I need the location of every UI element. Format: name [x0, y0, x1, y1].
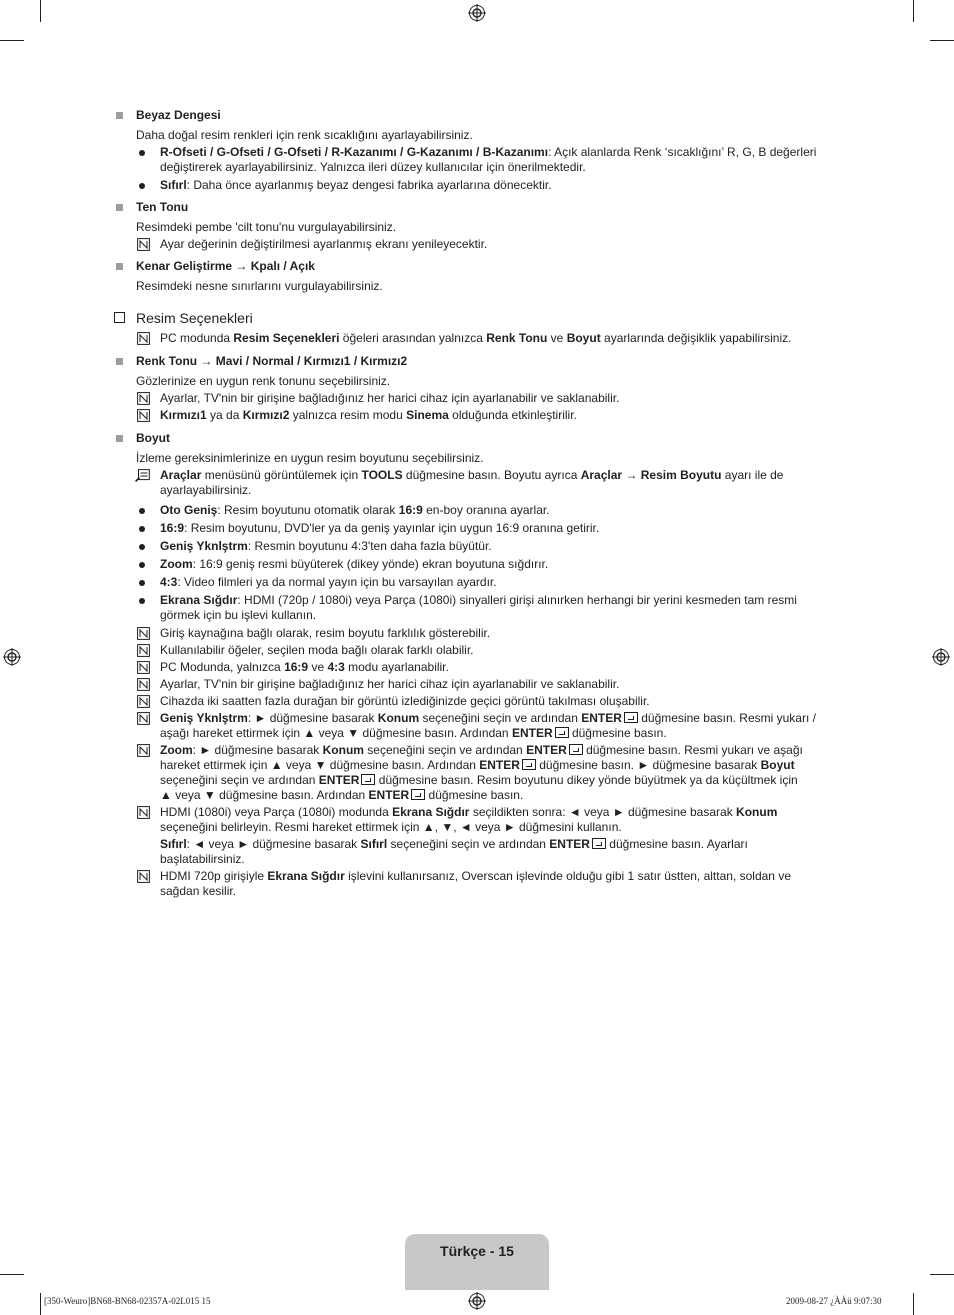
enter-icon — [522, 759, 536, 770]
desc: Resimdeki nesne sınırlarını vurgulayabilirsiniz. — [136, 279, 383, 293]
note-icon — [137, 695, 150, 708]
page-number-tab — [405, 1234, 549, 1290]
section-title-resim-secenekleri: Resim Seçenekleri — [113, 310, 833, 327]
tools-note: Araçlar menüsünü görüntülemek için TOOLS düğmesine basın. Boyutu ayrıca Araçlar → Resim Boyutu ayarı ile de ayarlayabilirsiniz. — [113, 468, 833, 498]
footer-right: 2009-08-27 ¿ÀÀü 9:07:30 — [786, 1296, 882, 1306]
bullet-icon — [139, 183, 145, 189]
bullet-icon — [139, 598, 145, 604]
note: Cihazda iki saatten fazla durağan bir görüntü izlediğinizde geçici görüntü takılması oluşabilir. — [113, 694, 833, 709]
list-item: Oto Geniş: Resim boyutunu otomatik olarak 16:9 en-boy oranına ayarlar. — [113, 503, 833, 518]
note: Ayarlar, TV'nin bir girişine bağladığınız her harici cihaz için ayarlanabilir ve saklanabilir. — [113, 391, 833, 406]
crop-mark — [0, 40, 24, 41]
note: Zoom: ► düğmesine basarak Konum seçeneğini seçin ve ardından ENTER düğmesine basın. Resmi yukarı ve aşağı hareket ettirmek için ▲ veya ▼ düğmesine basın. Ardından ENTER düğmesine basın. ► düğmesine basarak Boyut seçeneğini seçin ve ardından ENTER düğmesine basın. Resim boyutunu dikey yönde büyütmek ya da küçültmek için ▲ veya ▼ düğmesine basın. Ardından ENTER düğmesine basın. — [113, 743, 833, 803]
list-item: Ekrana Sığdır: HDMI (720p / 1080i) veya Parça (1080i) sinyalleri girişi alınırken herhangi bir yerini kesmeden tam resmi görmek için bu işlevi kullanın. — [113, 593, 833, 623]
note-icon — [137, 744, 150, 757]
bullet-icon — [139, 508, 145, 514]
note: Kırmızı1 ya da Kırmızı2 yalnızca resim modu Sinema olduğunda etkinleştirilir. — [113, 408, 833, 423]
note-icon — [137, 678, 150, 691]
crop-mark — [913, 0, 914, 22]
enter-icon — [592, 838, 606, 849]
list-item: 4:3: Video filmleri ya da normal yayın için bu varsayılan ayardır. — [113, 575, 833, 590]
heading-kenar-gelistirme: Kenar Geliştirme → Kpalı / Açık — [113, 259, 833, 274]
note: Ayarlar, TV'nin bir girişine bağladığınız her harici cihaz için ayarlanabilir ve saklanabilir. — [113, 677, 833, 692]
list-item: 16:9: Resim boyutunu, DVD'ler ya da geniş yayınlar için uygun 16:9 oranına getirir. — [113, 521, 833, 536]
crop-mark — [0, 1274, 24, 1275]
note-icon — [137, 712, 150, 725]
registration-mark-icon — [468, 1292, 486, 1310]
note: HDMI (1080i) veya Parça (1080i) modunda Ekrana Sığdır seçildikten sonra: ◄ veya ► düğmesine basarak Konum seçeneğini belirleyin. Resmi hareket ettirmek için ▲, ▼, ◄ veya ► düğmesini kullanın. Sıfırl: ◄ veya ► düğmesine basarak Sıfırl seçeneğini seçin ve ardından ENTER düğmesine basın. Ayarları başlatabilirsiniz. — [113, 805, 833, 867]
registration-mark-icon — [932, 648, 950, 666]
note-icon — [137, 806, 150, 819]
note: PC Modunda, yalnızca 16:9 ve 4:3 modu ayarlanabilir. — [113, 660, 833, 675]
enter-icon — [624, 712, 638, 723]
heading-ten-tonu: Ten Tonu — [113, 200, 833, 215]
note-icon — [137, 870, 150, 883]
list-item: R-Ofseti / G-Ofseti / G-Ofseti / R-Kazanımı / G-Kazanımı / B-Kazanımı: Açık alanlarda Renk ‘sıcaklığını’ R, G, B değerleri değiştirerek ayarlayabilirsiniz. Yalnızca ileri düzey kullanıcılar için önerilmektedir. — [113, 145, 833, 175]
crop-mark — [930, 1274, 954, 1275]
content — [113, 108, 833, 899]
heading-beyaz-dengesi: Beyaz Dengesi — [113, 108, 833, 123]
bullet-icon — [139, 526, 145, 532]
enter-icon — [361, 774, 375, 785]
list-item: Sıfırl: Daha önce ayarlanmış beyaz dengesi fabrika ayarlarına dönecektir. — [113, 178, 833, 193]
note: Kullanılabilir öğeler, seçilen moda bağlı olarak farklı olabilir. — [113, 643, 833, 658]
desc: Daha doğal resim renkleri için renk sıcaklığını ayarlayabilirsiniz. — [136, 128, 473, 142]
bullet-icon — [139, 562, 145, 568]
note: PC modunda Resim Seçenekleri öğeleri arasından yalnızca Renk Tonu ve Boyut ayarlarında değişiklik yapabilirsiniz. — [113, 331, 833, 346]
crop-mark — [40, 1293, 41, 1315]
note: Ayar değerinin değiştirilmesi ayarlanmış ekranı yenileyecektir. — [113, 237, 833, 252]
note-icon — [137, 238, 150, 251]
page-number: Türkçe - 15 — [440, 1243, 514, 1259]
note-icon — [137, 627, 150, 640]
heading-renk-tonu: Renk Tonu → Mavi / Normal / Kırmızı1 / Kırmızı2 — [113, 354, 833, 369]
bullet-icon — [139, 544, 145, 550]
desc: Resimdeki pembe 'cilt tonu'nu vurgulayabilirsiniz. — [136, 220, 397, 234]
list-item: Zoom: 16:9 geniş resmi büyüterek (dikey yönde) ekran boyutuna sığdırır. — [113, 557, 833, 572]
registration-mark-icon — [468, 4, 486, 22]
note-icon — [137, 392, 150, 405]
desc: Gözlerinize en uygun renk tonunu seçebilirsiniz. — [136, 374, 391, 388]
desc: İzleme gereksinimlerinize en uygun resim boyutunu seçebilirsiniz. — [136, 451, 484, 465]
checkbox-icon — [114, 312, 125, 323]
registration-mark-icon — [3, 648, 21, 666]
note-icon — [137, 661, 150, 674]
list-item: Geniş Yknlştrm: Resmin boyutunu 4:3'ten daha fazla büyütür. — [113, 539, 833, 554]
crop-mark — [40, 0, 41, 22]
bullet-icon — [139, 580, 145, 586]
bullet-icon — [139, 150, 145, 156]
crop-mark — [930, 40, 954, 41]
note: Geniş Yknlştrm: ► düğmesine basarak Konum seçeneğini seçin ve ardından ENTER düğmesine basın. Resmi yukarı / aşağı hareket ettirmek için ▲ veya ▼ düğmesine basın. Ardından ENTER düğmesine basın. — [113, 711, 833, 741]
heading-boyut: Boyut — [113, 431, 833, 446]
enter-icon — [555, 727, 569, 738]
enter-icon — [569, 744, 583, 755]
enter-icon — [411, 789, 425, 800]
crop-mark — [913, 1293, 914, 1315]
note: Giriş kaynağına bağlı olarak, resim boyutu farklılık gösterebilir. — [113, 626, 833, 641]
note-icon — [137, 332, 150, 345]
footer-left: [350-Weuro]BN68-BN68-02357A-02L015 15 — [44, 1296, 211, 1306]
note-icon — [137, 409, 150, 422]
note: HDMI 720p girişiyle Ekrana Sığdır işlevini kullanırsanız, Overscan işlevinde olduğu gibi 1 satır üstten, alttan, soldan ve sağdan kesilir. — [113, 869, 833, 899]
note-icon — [137, 644, 150, 657]
tools-icon — [135, 469, 150, 482]
